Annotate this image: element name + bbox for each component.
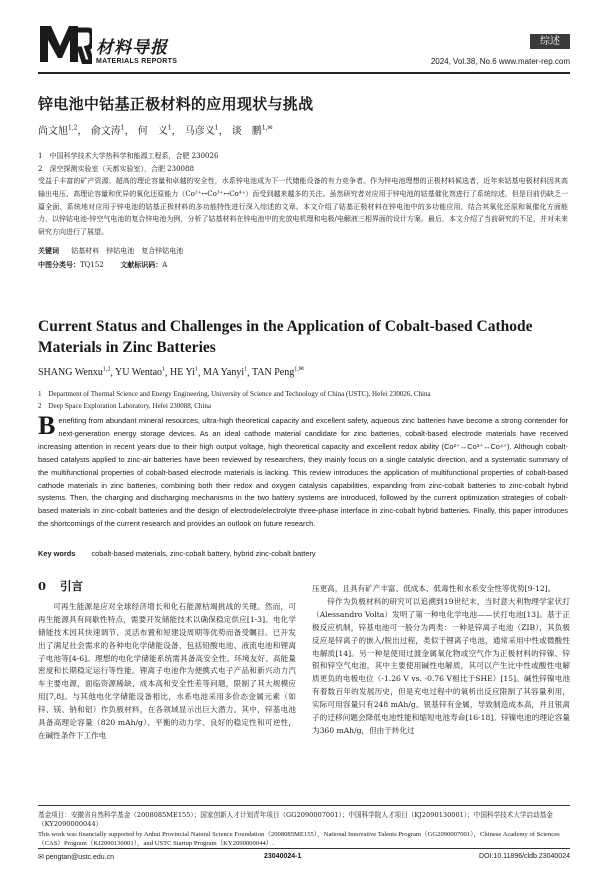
affiliation-en-2: 2 Deep Space Exploration Laboratory, Hefei 230088, China: [38, 402, 211, 410]
section-title: 引言: [60, 579, 84, 593]
affiliation-en-1: 1 Department of Thermal Science and Energy Engineering, University of Science and Technology of China (USTC), Hefei 230026, China: [38, 390, 431, 398]
journal-name-en: MATERIALS REPORTS: [96, 58, 178, 65]
affiliation-cn-1: 1 中国科学技术大学热科学和能源工程系，合肥 230026: [38, 152, 219, 160]
body-column-right: [312, 583, 570, 738]
journal-name-cn: 材料导报: [96, 38, 168, 58]
author-cn: 何 义$^1$: [137, 124, 172, 137]
funding-cn: 基金项目：安徽省自然科学基金（2008085ME155）；国家创新人才计划青年项目（GG2090007001）；中国科学院人才项目（KJ2090130001）；中国科学技术大学启动基金（KY2090000044）: [38, 811, 553, 829]
body-paragraph: 锌作为负极材料的研究可以追溯到19世纪末，当时意大利物理学家伏打（Alessandro Volta）发明了第一种电化学电池——伏打电池[13]。基于正极反应机制，锌基电池可一般分为两类：一种是锌离子电池（ZIB），其负极反应是锌离子的嵌入/脱出过程，类似于锂离子电池，通常采用中性或微酸性电解质[14]。另一种是使用过渡金属氧化物或空气作为正极材料的锌镍、锌银和锌空气电池，其中主要使用碱性电解质，其可以产生比中性或酸性电解质更负的电极电位（-1.26 V vs. -0.76 V相比于SHE）[15]。碱性锌镍电池有着数百年的发展历史，但是充电过程中的氧析出反应限制了其容量利用，实际可用容量只有248 mAh/g。银基锌有金属，导致制造成本高，并且银离子的迁移问题会降低电池性能和缩短电池寿命[16-18]。锌镍电池的理论容量为360 mAh/g，但由于转化过: [312, 596, 570, 735]
funding-en: This work was financially supported by Anhui Provincial Natural Science Foundation（2008085ME155），National Innovative Talents Program（GG2090007001），Chinese Academy of Sciences（CAS）Program（KJ2090130001），and USTC Startup Program（KY2090000044）.: [38, 830, 560, 848]
section-tag: 综述: [530, 34, 570, 49]
header-rule: [38, 72, 570, 74]
author-en: SHANG Wenxu$^{1,2}$: [38, 367, 111, 379]
abstract-en-text: enefiting from abundant mineral resources, ultra-high theoretical capacity and excellent safety, aqueous zinc batteries have become a strong contender for next-generation energy storage devices. As an ideal cathode material candidate for zinc batteries, cobalt-based electrode materials have received increasing attention in recent years due to their high output voltage, high theoretical capacity and excellent redox ability (Co²⁺↔Co³⁺↔Co⁴⁺). Although cobalt-based catalysts applied to zinc-air batteries have been reviewed by researchers, they mainly focus on a single catalytic direction, and a systematic summary of the multifunctional properties of cobalt-based electrode materials is lacking. This review introduces the application of multifunctional properties of cobalt-based cathode materials in zinc batteries, combining both their redox and oxygen catalysis capabilities, expanding from zinc-cobalt batteries to zinc-cobalt hybrid systems. Then, the charging and discharging mechanisms in the two battery systems are introduced, followed by the current optimization strategies of cobalt-based materials in zinc-cobalt batteries and the design of electrode/electrolyte three-phase interface in zinc-cobalt hybrid batteries. Finally, this paper introduces the shortcomings of the current research and provides an outlook on future research.: [38, 416, 568, 529]
keywords-cn: [38, 246, 183, 256]
author-en: YU Wentao$^1$: [114, 367, 166, 379]
section-number: 0: [38, 579, 47, 593]
author-cn: 马彦义$^1$: [184, 124, 219, 137]
funding-note: [38, 811, 570, 849]
author-cn: 俞文涛$^1$: [90, 124, 125, 137]
classification-cn: 中图分类号：TQ152 文献标识码：A: [38, 260, 168, 269]
abstract-cn: 受益于丰富的矿产资源、超高的理论容量和卓越的安全性，水系锌电池成为下一代储能设备的有力竞争者。作为锌电池理想的正极材料候选者，近年来钴基电极材料因其高输出电压、高理论容量和优异的氧化还原能力（Co²⁺↔Co³⁺↔Co⁴⁺）而受到越来越多的关注。虽然研究者对应用于锌电池的钴基催化剂进行了系统综述，但是目前仍缺乏一篇全面、系统地对应用于锌电池的钴基正极材料的多功能特性进行深入综述的文章。本文介绍了钴基正极材料在锌电池中的多功能应用，结合其氧化还原和氧催化方面能力，以锌钴电池-锌空气电池的复合锌电池为例，分析了钴基材料在锌电池中的充放电机理和电极/电解液三相界面的设计方案。最后，本文介绍了当前研究的不足，并对未来研究方向进行了展望。: [38, 177, 568, 237]
abstract-dropcap: B: [38, 411, 56, 440]
author-en: MA Yanyi$^1$: [202, 367, 248, 379]
keywords-en-text: cobalt-based materials, zinc-cobalt battery, hybrid zinc-cobalt battery: [91, 549, 316, 558]
title-en: Current Status and Challenges in the Application of Cobalt-based Cathode Materials in Zinc Batteries: [38, 318, 533, 356]
author-en: TAN Peng$^{1,✉}$: [251, 367, 304, 379]
author-en: HE Yi$^1$: [170, 367, 198, 379]
keywords-en-label: Key words: [38, 549, 76, 558]
issue-info: 2024, Vol.38, No.6 www.mater-rep.com: [430, 57, 570, 66]
keywords-cn-label: 关键词: [38, 246, 59, 255]
body-paragraph: 压更高，且具有矿产丰富、低成本、低毒性和水系安全性等优势[9-12]。: [312, 584, 556, 593]
email-icon: ✉: [38, 854, 46, 861]
author-cn: 尚文旭$^{1,2}$: [38, 124, 78, 137]
doi-link[interactable]: DOI:10.11896/cldb.23040024: [479, 853, 570, 860]
authors-en: SHANG Wenxu$^{1,2}$, YU Wentao$^1$, HE Yi$^1$, MA Yanyi$^1$, TAN Peng$^{1,✉}$: [38, 367, 304, 379]
keywords-cn-text: 钴基材料 锌钴电池 复合锌钴电池: [71, 247, 184, 255]
authors-cn: 尚文旭$^{1,2}$， 俞文涛$^1$， 何 义$^1$， 马彦义$^1$， 谈 鹏$^{1,✉}$: [38, 124, 273, 137]
title-cn: 锌电池中钴基正极材料的应用现状与挑战: [38, 95, 314, 113]
corresponding-email[interactable]: ✉ pengtan@ustc.edu.cn: [38, 854, 115, 861]
abstract-en: [38, 411, 568, 531]
footer-rule: [38, 848, 570, 849]
body-paragraph: 可再生能源是应对全球经济增长和化石能源枯竭挑战的关键。然而，可再生能源具有间歇性特点，需要开发储能技术以确保稳定供应[1-3]。电化学储能技术因其快速调节、灵活布置和短建设周期等优势而备受瞩目。已开发出了满足社会需求的各种电化学储能设备，包括铅酸电池、液流电池和锂离子电池等[4-6]。理想的电化学储能系统需具备高安全性、环境友好、高能量密度和长期稳定运行等性能。锂离子电池作为便携式电子产品和新兴动力汽车主要电源，面临资源稀缺、成本高和安全性差等问题，限制了其大规模应用[7,8]。与其他电化学储能设备相比，水系电池采用多价态金属元素（如锌、镁、钠和铝）作负极材料，在各领域显示出巨大潜力。其中，锌基电池具备高理论容量（820 mAh/g）、平衡的动力学、良好的稳定性和可逆性，在碱性条件下工作电: [38, 601, 296, 740]
affiliation-cn-2: 2 深空探测实验室（天都实验室），合肥 230088: [38, 165, 194, 173]
keywords-en: [38, 549, 316, 558]
body-column-left: [38, 580, 296, 743]
footnote-rule: [38, 805, 570, 806]
author-cn: 谈 鹏$^{1,✉}$: [231, 124, 273, 137]
journal-logo-icon: [38, 22, 92, 64]
page-number: 23040024-1: [264, 853, 302, 860]
section-heading: [38, 580, 296, 593]
